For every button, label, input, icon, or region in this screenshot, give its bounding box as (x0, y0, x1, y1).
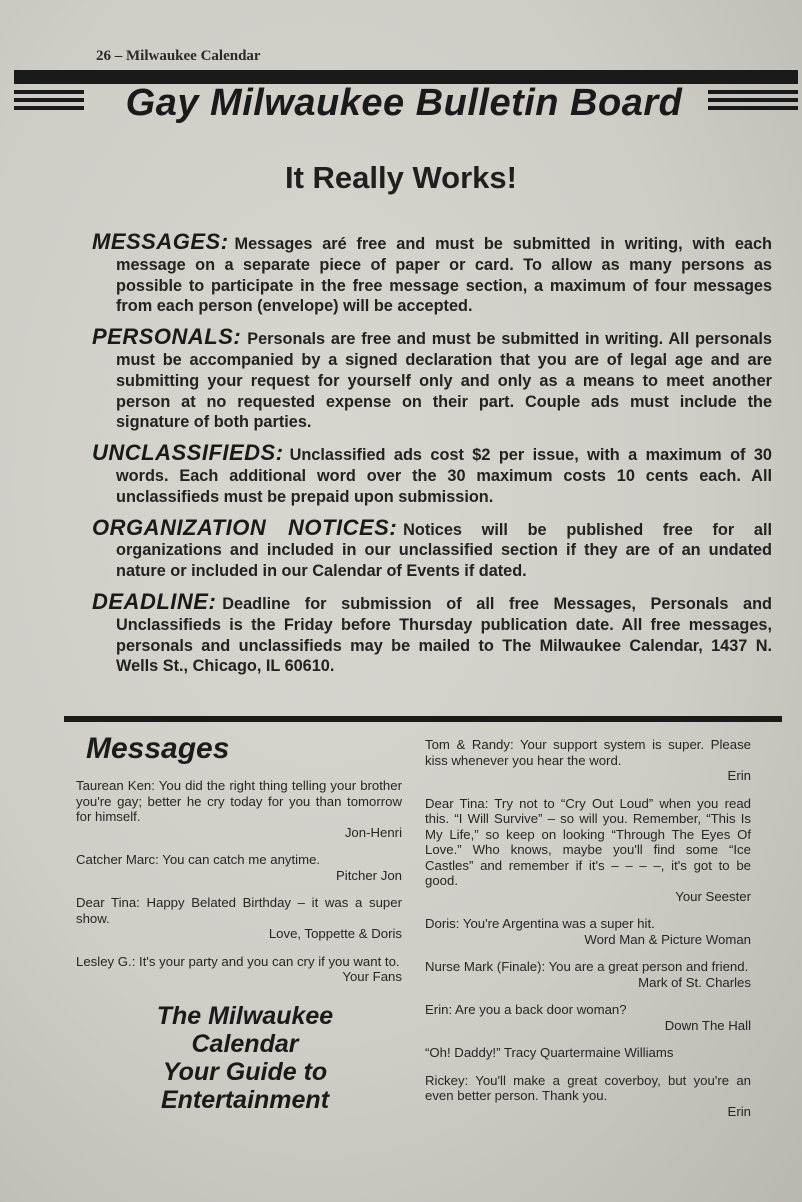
section-divider (64, 716, 782, 722)
message-signature: Your Seester (675, 888, 751, 904)
message-signature: Erin (727, 1103, 751, 1119)
message-item (425, 737, 751, 784)
rule-text: Notices will be published free for all organizations and included in our unclassified section if they are of an undated nature or included in our Calendar of Events if dated. (116, 520, 772, 581)
message-body: Dear Tina: Try not to “Cry Out Loud” when you read this. “I Will Survive” – so will you. Remember, “This Is My Life,” so keep on looking “Through The Eyes Of Love.” Who knows, maybe you'll find some “Ice Castles” and remember if it's – – – –, it's got to be good. (425, 795, 751, 888)
rule-text: Messages aré free and must be submitted in writing, with each message on a separate piece of paper or card. To allow as many persons as possible to participate in the free message section, a maximum of four messages from each person (envelope) will be accepted. (116, 235, 772, 316)
message-signature: Pitcher Jon (336, 867, 402, 883)
page-header: 26 – Milwaukee Calendar (96, 48, 261, 64)
promo-line: Calendar (191, 1030, 299, 1058)
message-signature: Jon-Henri (344, 824, 402, 840)
rule-text: Unclassified ads cost $2 per issue, with a maximum of 30 words. Each additional word over the 30 maximum costs 10 cents each. All unclassifieds must be prepaid upon submission. (116, 446, 772, 506)
message-body: Nurse Mark (Finale): You are a great person and friend. (425, 959, 749, 974)
messages-column-left (76, 778, 402, 997)
banner-title: Gay Milwaukee Bulletin Board (125, 82, 683, 124)
subtitle: It Really Works! (284, 160, 517, 195)
message-item (76, 852, 402, 883)
rule-term: DEADLINE: (92, 588, 217, 614)
message-signature: Mark of St. Charles (638, 974, 751, 990)
rule-term: ORGANIZATION NOTICES: (92, 514, 398, 540)
message-body: “Oh! Daddy!” Tracy Quartermaine Williams (425, 1045, 674, 1060)
rule-text: Deadline for submission of all free Messages, Personals and Unclassifieds is the Friday before Thursday publication date. All free messages, personals and unclassifieds may be mailed to The Milwaukee Calendar, 1437 N. Wells St., Chicago, IL 60610. (116, 594, 772, 676)
rule-term: PERSONALS: (92, 324, 242, 350)
rule-messages (92, 229, 772, 317)
message-item (425, 1045, 751, 1061)
message-signature: Down The Hall (664, 1017, 751, 1033)
message-item (425, 796, 751, 905)
message-item (425, 1073, 751, 1120)
promo-line: Entertainment (160, 1086, 330, 1114)
message-body: Doris: You're Argentina was a super hit. (425, 916, 655, 931)
message-item (425, 1002, 751, 1033)
message-item (425, 916, 751, 947)
rule-term: MESSAGES: (92, 229, 229, 254)
message-body: Rickey: You'll make a great coverboy, but you're an even better person. Thank you. (425, 1072, 751, 1103)
banner-lines-left (14, 90, 84, 114)
messages-heading: Messages (86, 732, 230, 765)
banner (14, 82, 798, 126)
message-signature: Your Fans (342, 969, 402, 984)
message-signature: Word Man & Picture Woman (584, 931, 751, 947)
message-item (76, 954, 402, 985)
rule-text: Personals are free and must be submitted in writing. All personals must be accompanied by a signed declaration that you are of legal age and are submitting your request for yourself only and only as a means to meet another person at no requested expense on their part. Couple ads must include the signature of both parties. (116, 330, 772, 432)
banner-lines-right (708, 90, 798, 114)
promo-box (120, 1002, 370, 1114)
rule-personals (92, 324, 772, 433)
rules-section (92, 229, 772, 687)
message-body: Taurean Ken: You did the right thing telling your brother you're gay; better he cry today for you than tomorrow for himself. (76, 778, 402, 824)
promo-line: Your Guide to (162, 1058, 328, 1086)
message-item (76, 778, 402, 840)
rule-term: UNCLASSIFIEDS: (92, 440, 284, 466)
message-body: Dear Tina: Happy Belated Birthday – it was a super show. (76, 895, 402, 926)
message-body: Catcher Marc: You can catch me anytime. (76, 852, 321, 867)
message-signature: Erin (727, 768, 751, 783)
rule-organization-notices (92, 514, 772, 582)
messages-column-right (425, 737, 751, 1131)
rule-unclassifieds (92, 440, 772, 507)
rule-deadline (92, 588, 772, 677)
message-body: Erin: Are you a back door woman? (425, 1002, 627, 1017)
promo-line: The Milwaukee (156, 1002, 334, 1030)
message-body: Lesley G.: It's your party and you can cry if you want to. (76, 953, 400, 969)
message-body: Tom & Randy: Your support system is super. Please kiss whenever you hear the word. (425, 737, 751, 768)
message-signature: Love, Toppette & Doris (268, 926, 402, 941)
message-item (76, 895, 402, 942)
message-item (425, 959, 751, 990)
